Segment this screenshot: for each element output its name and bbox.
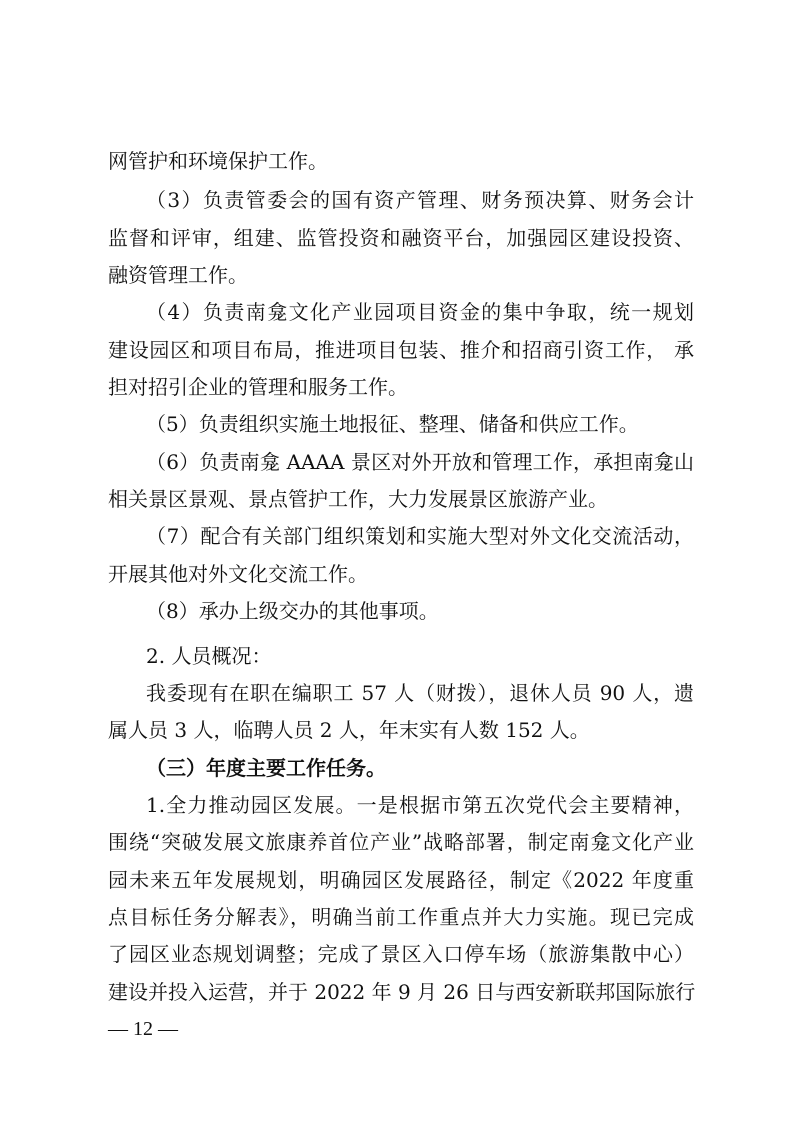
paragraph-line: （8）承办上级交办的其他事项。 [146, 599, 439, 623]
paragraph-line: 园未来五年发展规划，明确园区发展路径，制定《2022 年度重 [108, 868, 694, 892]
page-number: — 12 — [108, 1018, 178, 1040]
paragraph-line: （6）负责南龛 AAAA 景区对外开放和管理工作，承担南龛山 [146, 450, 694, 474]
paragraph-line: 监督和评审，组建、监管投资和融资平台，加强园区建设投资、 [108, 226, 694, 250]
paragraph-line: （4）负责南龛文化产业园项目资金的集中争取，统一规划 [146, 300, 694, 324]
paragraph-line: （3）负责管委会的国有资产管理、财务预决算、财务会计 [146, 188, 694, 212]
paragraph-line: 点目标任务分解表》，明确当前工作重点并大力实施。现已完成 [108, 905, 694, 929]
paragraph-line: 属人员 3 人，临聘人员 2 人，年末实有人数 152 人。 [108, 718, 590, 742]
paragraph-line: 网管护和环境保护工作。 [108, 149, 328, 173]
paragraph-line: 1.全力推动园区发展。一是根据市第五次党代会主要精神， [146, 793, 694, 817]
section-heading: 2. 人员概况： [146, 644, 272, 668]
paragraph-line: 融资管理工作。 [108, 263, 248, 287]
section-heading: （三）年度主要工作任务。 [146, 756, 386, 780]
paragraph-line: 了园区业态规划调整；完成了景区入口停车场（旅游集散中心） [108, 942, 694, 966]
paragraph-line: （7）配合有关部门组织策划和实施大型对外文化交流活动， [146, 524, 694, 548]
paragraph-line: 开展其他对外文化交流工作。 [108, 562, 368, 586]
paragraph-line: 建设园区和项目布局，推进项目包装、推介和招商引资工作， 承 [108, 338, 694, 362]
paragraph-line: 我委现有在职在编职工 57 人（财拨），退休人员 90 人，遗 [146, 681, 694, 705]
paragraph-line: 建设并投入运营，并于 2022 年 9 月 26 日与西安新联邦国际旅行 [108, 980, 696, 1004]
paragraph-line: （5）负责组织实施土地报征、整理、储备和供应工作。 [146, 412, 639, 436]
paragraph-line: 担对招引企业的管理和服务工作。 [108, 375, 408, 399]
paragraph-line: 相关景区景观、景点管护工作，大力发展景区旅游产业。 [108, 487, 608, 511]
paragraph-line: 围绕“突破发展文旅康养首位产业”战略部署，制定南龛文化产业 [108, 830, 694, 854]
